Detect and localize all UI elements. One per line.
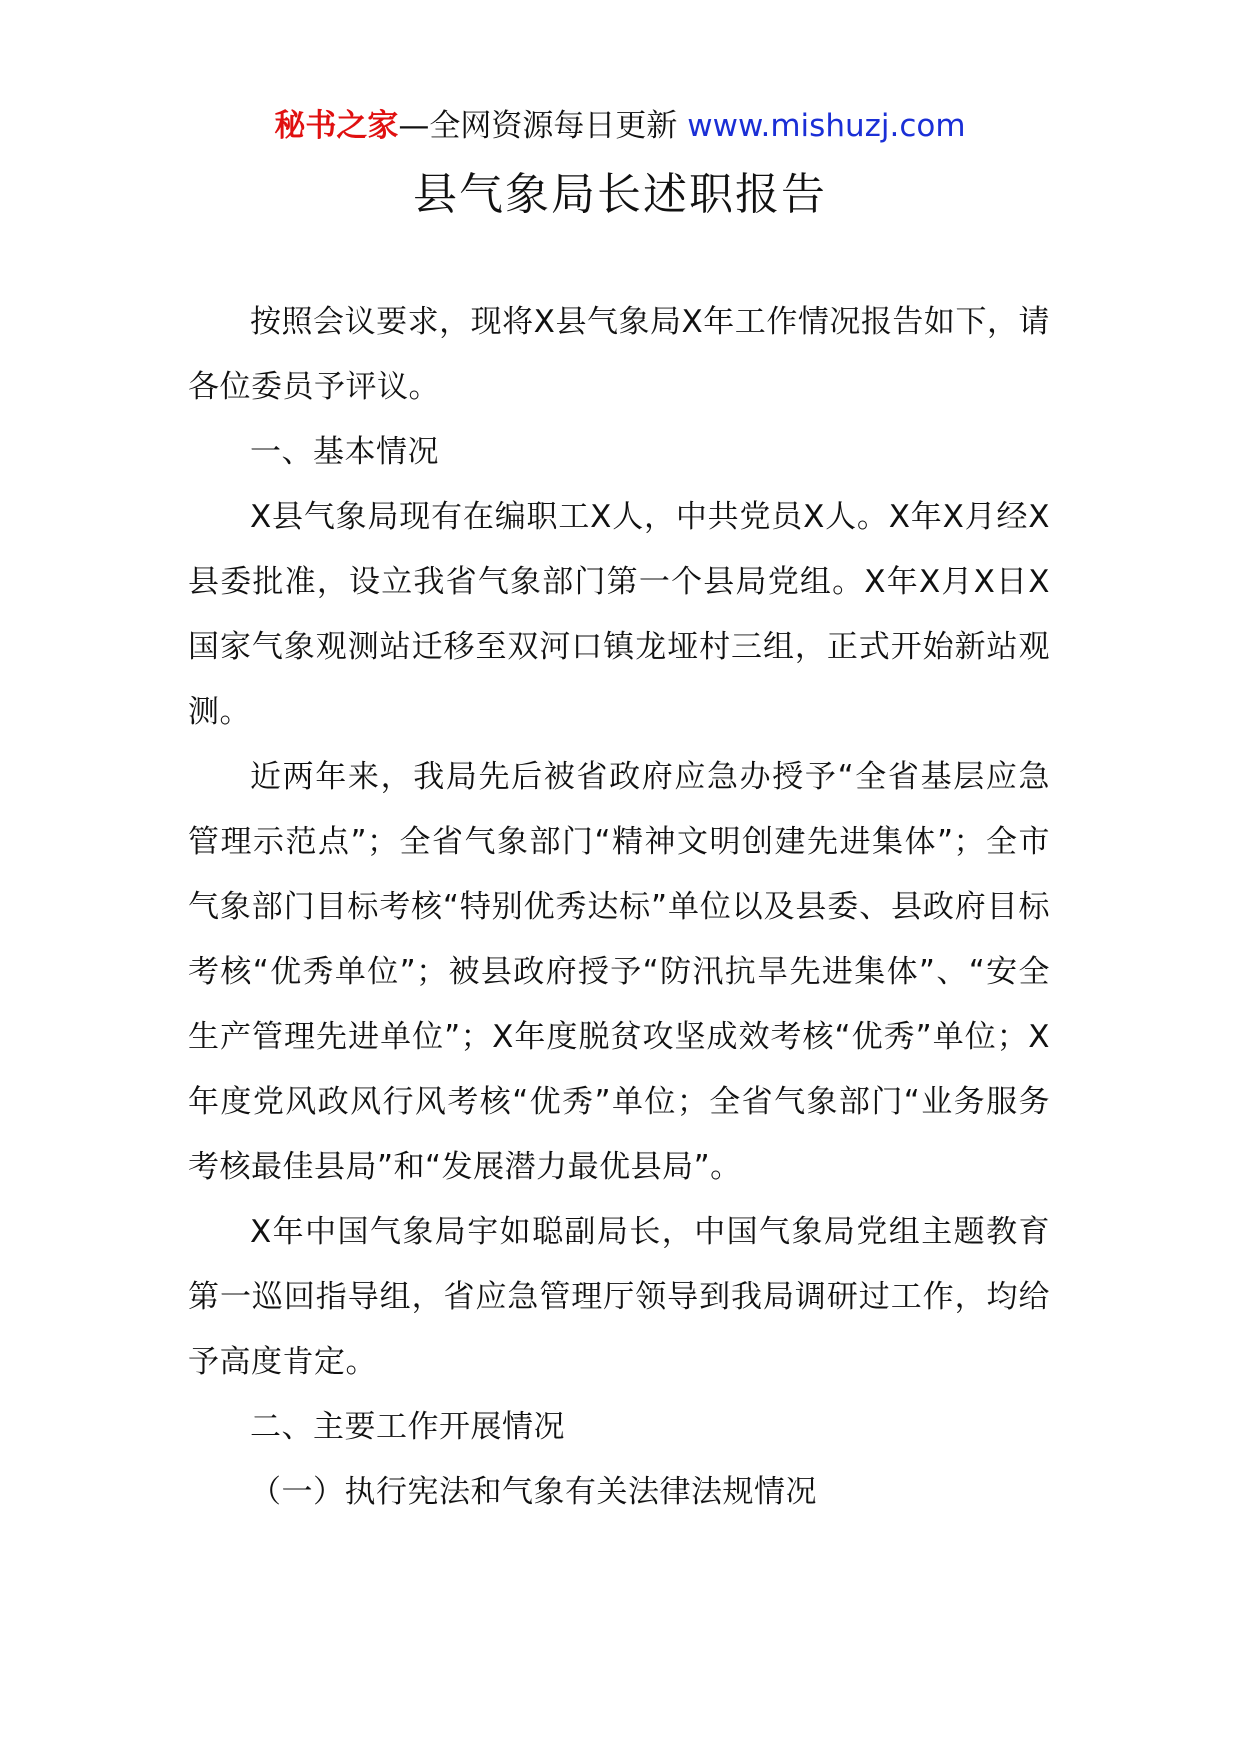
document-body xyxy=(188,290,1050,1525)
subsection-heading-law: （一）执行宪法和气象有关法律法规情况 xyxy=(250,1474,817,1510)
paragraph-basic-info: X县气象局现有在编职工X人，中共党员X人。X年X月经X县委批准，设立我省气象部门第一个县局党组。X年X月X日X国家气象观测站迁移至双河口镇龙垭村三组，正式开始新站观测。 xyxy=(188,499,1050,730)
banner-slogan: —全网资源每日更新 xyxy=(398,108,688,144)
section-heading-basic: 一、基本情况 xyxy=(250,434,439,470)
brand-name: 秘书之家 xyxy=(274,108,399,144)
site-banner xyxy=(0,104,1240,148)
paragraph-intro: 按照会议要求，现将X县气象局X年工作情况报告如下，请各位委员予评议。 xyxy=(188,304,1050,405)
document-title: 县气象局长述职报告 xyxy=(413,169,827,220)
site-url[interactable]: www.mishuzj.com xyxy=(687,108,966,144)
section-heading-main-work: 二、主要工作开展情况 xyxy=(250,1409,565,1445)
paragraph-visits: X年中国气象局宇如聪副局长，中国气象局党组主题教育第一巡回指导组，省应急管理厅领导到我局调研过工作，均给予高度肯定。 xyxy=(188,1214,1050,1380)
paragraph-honors: 近两年来，我局先后被省政府应急办授予“全省基层应急管理示范点”；全省气象部门“精神文明创建先进集体”；全市气象部门目标考核“特别优秀达标”单位以及县委、县政府目标考核“优秀单位”；被县政府授予“防汛抗旱先进集体”、“安全生产管理先进单位”；X年度脱贫攻坚成效考核“优秀”单位；X年度党风政风行风考核“优秀”单位；全省气象部门“业务服务考核最佳县局”和“发展潜力最优县局”。 xyxy=(188,759,1050,1185)
